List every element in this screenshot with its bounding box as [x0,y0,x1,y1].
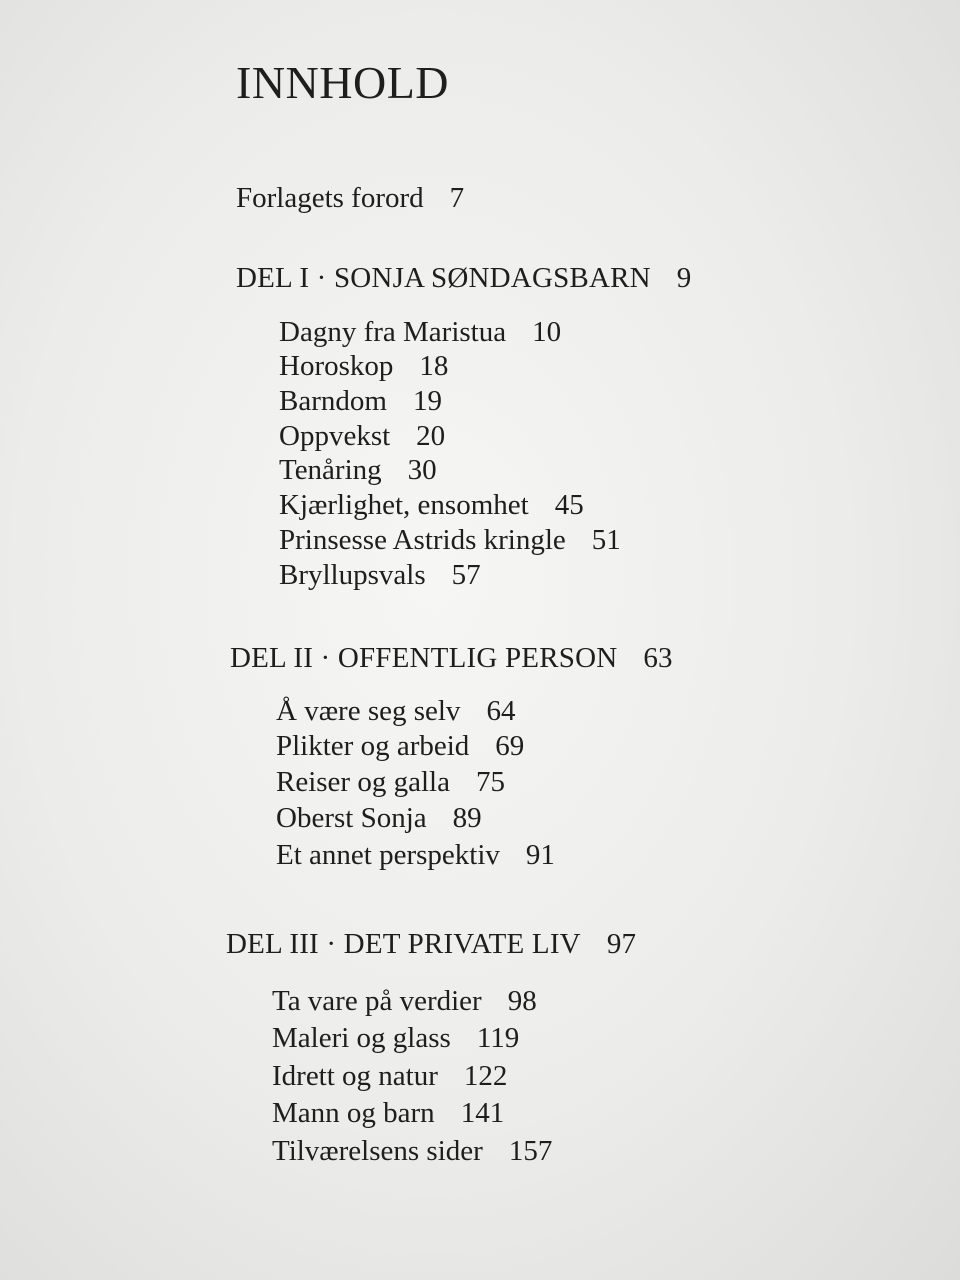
toc-entry [272,1022,519,1055]
toc-preface [236,182,464,215]
toc-entry-page: 89 [452,802,482,834]
toc-part-3 [226,928,636,961]
toc-part-2 [230,642,673,675]
toc-entry-label: Plikter og arbeid [276,730,470,762]
toc-entry [279,454,437,487]
toc-entry [276,766,505,799]
toc-part-label: DEL III · DET PRIVATE LIV [226,928,581,960]
toc-entry-label: Oberst Sonja [276,802,427,834]
toc-entry-page: 10 [532,316,562,348]
toc-entry [272,1135,552,1168]
toc-part-label: DEL II · OFFENTLIG PERSON [230,642,618,674]
toc-entry-page: 157 [508,1135,553,1167]
toc-entry-label: Et annet perspektiv [276,839,500,871]
toc-entry-page: 119 [476,1022,520,1054]
toc-entry-page: 91 [525,839,555,871]
toc-part-page: 63 [643,642,673,674]
toc-part-label: DEL I · SONJA SØNDAGSBARN [236,262,651,294]
toc-entry-label: Prinsesse Astrids kringle [279,524,566,556]
toc-entry [276,802,482,835]
toc-entry-label: Oppvekst [279,420,391,452]
toc-entry [279,420,445,453]
toc-entry-label: Bryllupsvals [279,559,426,591]
toc-entry [279,350,448,383]
toc-entry-label: Mann og barn [272,1097,435,1129]
toc-entry-page: 98 [507,985,537,1017]
toc-entry-label: Maleri og glass [272,1022,451,1054]
toc-entry-page: 45 [554,489,584,521]
toc-entry-page: 122 [463,1060,508,1092]
toc-entry-label: Tilværelsens sider [272,1135,483,1167]
toc-entry-page: 141 [460,1097,505,1129]
toc-entry [272,985,537,1018]
toc-entry-label: Kjærlighet, ensomhet [279,489,529,521]
toc-part-page: 9 [676,262,692,294]
toc-part-page: 97 [606,928,637,960]
toc-entry-page: 64 [486,695,516,727]
toc-entry-page: 19 [412,385,442,417]
toc-entry [279,559,481,592]
toc-entry-page: 69 [495,730,525,762]
toc-entry-label: Reiser og galla [276,766,450,798]
toc-entry [279,489,584,522]
toc-entry-page: 30 [407,454,437,486]
toc-entry [279,385,442,418]
toc-entry [276,695,515,728]
toc-entry-page: 7 [449,182,465,214]
toc-entry [276,839,555,872]
toc-entry-label: Idrett og natur [272,1060,438,1092]
toc-entry-page: 51 [591,524,621,556]
toc-entry-label: Forlagets forord [236,182,424,214]
toc-entry-label: Dagny fra Maristua [279,316,507,348]
toc-entry [279,524,621,557]
toc-entry [272,1097,504,1130]
toc-entry [272,1060,507,1093]
toc-entry-label: Horoskop [279,350,394,382]
toc-entry-page: 57 [451,559,481,591]
toc-entry-page: 18 [419,350,449,382]
toc-entry-label: Tenåring [279,454,382,486]
page-title: INNHOLD [236,57,450,108]
toc-entry-label: Å være seg selv [276,695,461,727]
toc-entry [279,316,561,349]
toc-entry-label: Barndom [279,385,387,417]
toc-entry-page: 20 [416,420,446,452]
toc-entry-page: 75 [475,766,505,798]
toc-entry-label: Ta vare på verdier [272,985,482,1017]
toc-entry [276,730,524,763]
toc-part-1 [236,262,692,295]
